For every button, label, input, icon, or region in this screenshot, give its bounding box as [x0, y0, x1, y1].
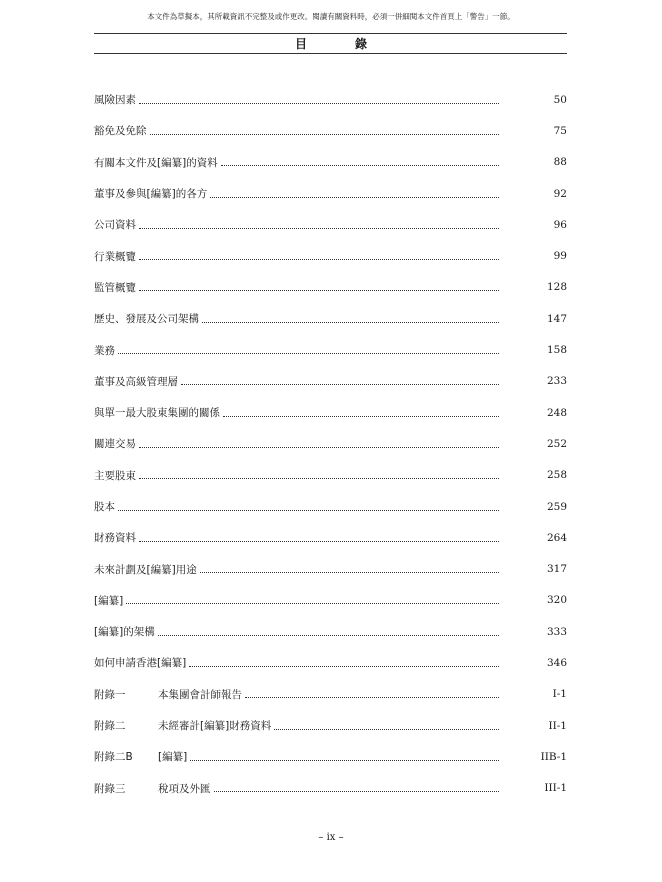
toc-entry[interactable]	[94, 616, 567, 647]
dot-leader	[202, 321, 499, 323]
toc-entry-title	[94, 405, 220, 420]
toc-entry-text: 稅項及外匯	[158, 782, 211, 795]
toc-entry-page-number: 75	[553, 124, 567, 137]
dot-leader	[139, 289, 499, 291]
toc-entry-page-number: 259	[546, 500, 567, 513]
dot-leader	[245, 696, 499, 698]
toc-entry[interactable]	[94, 115, 567, 146]
toc-entry-title	[94, 186, 207, 201]
toc-entry-title	[94, 249, 136, 264]
title-top-rule	[94, 33, 567, 34]
dot-leader	[210, 196, 499, 198]
toc-entry-text: 關連交易	[94, 438, 136, 451]
toc-entry-title	[94, 155, 218, 170]
dot-leader	[139, 477, 499, 479]
toc-entry-page-number: I-1	[552, 688, 567, 701]
toc-entry-title	[94, 781, 211, 796]
toc-entry-text: 董事及參與[編纂]的各方	[94, 188, 208, 201]
toc-entry-page-number: 346	[546, 656, 567, 669]
toc-entry-title	[94, 624, 155, 639]
toc-entry-title	[94, 217, 136, 232]
toc-entry[interactable]	[94, 303, 567, 334]
toc-entry-text: 未來計劃及[編纂]用途	[94, 563, 197, 576]
toc-entry[interactable]	[94, 272, 567, 303]
toc-entry[interactable]	[94, 773, 567, 804]
toc-entry[interactable]	[94, 710, 567, 741]
page-title: 目 錄	[294, 37, 385, 51]
toc-entry-text: 有關本文件及[編纂]的資料	[94, 156, 218, 169]
toc-entry-page-number: 264	[546, 531, 567, 544]
toc-entry[interactable]	[94, 491, 567, 522]
dot-leader	[118, 352, 499, 354]
toc-entry-page-number: 333	[546, 625, 567, 638]
toc-entry-title	[94, 280, 136, 295]
toc-entry-appendix-label: 附錄三	[94, 782, 126, 795]
toc-entry-page-number: 233	[546, 375, 567, 388]
toc-entry[interactable]	[94, 240, 567, 271]
dot-leader	[221, 164, 499, 166]
toc-entry[interactable]	[94, 84, 567, 115]
toc-entry-text: [編纂]	[158, 751, 188, 764]
toc-entry-page-number: 147	[546, 312, 567, 325]
toc-entry-text: 公司資料	[94, 219, 136, 232]
toc-entry-appendix-label: 附錄一	[94, 688, 126, 701]
toc-entry-title	[94, 530, 136, 545]
toc-entry-text: 風險因素	[94, 94, 136, 107]
toc-entry-page-number: 252	[546, 437, 567, 450]
dot-leader	[158, 634, 499, 636]
toc-entry[interactable]	[94, 397, 567, 428]
draft-warning-note: 本文件為草擬本，其所載資訊不完整及或作更改。閱讀有關資料時，必須一併細閱本文件首頁上「警告」一節。	[147, 12, 515, 21]
toc-entry[interactable]	[94, 366, 567, 397]
toc-entry[interactable]	[94, 460, 567, 491]
dot-leader	[274, 728, 499, 730]
dot-leader	[139, 446, 499, 448]
toc-entry-title	[94, 499, 115, 514]
toc-entry-title	[94, 687, 242, 702]
toc-entry-page-number: II-1	[548, 719, 567, 732]
toc-entry[interactable]	[94, 178, 567, 209]
toc-entry[interactable]	[94, 741, 567, 772]
toc-entry-title	[94, 311, 199, 326]
toc-entry-text: [編纂]的架構	[94, 626, 155, 639]
toc-entry-page-number: 88	[553, 156, 567, 169]
dot-leader	[181, 383, 499, 385]
toc-entry-text: 未經審計[編纂]財務資料	[158, 720, 272, 733]
toc-entry-page-number: 50	[553, 93, 567, 106]
toc-entry-title	[94, 749, 187, 764]
toc-entry-page-number: 96	[553, 218, 567, 231]
dot-leader	[139, 227, 499, 229]
toc-entry-page-number: 158	[546, 344, 567, 357]
toc-entry-text: [編纂]	[94, 594, 124, 607]
dot-leader	[200, 571, 499, 573]
dot-leader	[139, 258, 499, 260]
table-of-contents	[94, 84, 567, 804]
toc-entry-page-number: 258	[546, 469, 567, 482]
toc-entry-title	[94, 562, 197, 577]
dot-leader	[126, 602, 499, 604]
dot-leader	[214, 790, 500, 792]
toc-entry[interactable]	[94, 428, 567, 459]
toc-entry[interactable]	[94, 679, 567, 710]
toc-entry-text: 歷史、發展及公司架構	[94, 313, 199, 326]
toc-entry-text: 豁免及免除	[94, 125, 147, 138]
dot-leader	[118, 509, 499, 511]
title-bottom-rule	[94, 53, 567, 54]
dot-leader	[223, 415, 499, 417]
toc-entry-text: 主要股東	[94, 469, 136, 482]
toc-entry-text: 股本	[94, 501, 115, 513]
toc-entry-appendix-label: 附錄二	[94, 720, 126, 733]
dot-leader	[139, 540, 499, 542]
toc-entry-text: 本集團會計師報告	[158, 688, 242, 701]
toc-entry-text: 董事及高級管理層	[94, 375, 178, 388]
dot-leader	[190, 759, 499, 761]
toc-entry-page-number: 92	[553, 187, 567, 200]
toc-entry[interactable]	[94, 209, 567, 240]
toc-entry-page-number: 128	[546, 281, 567, 294]
toc-entry-page-number: 317	[546, 563, 567, 576]
toc-entry[interactable]	[94, 553, 567, 584]
toc-entry-appendix-label: 附錄二B	[94, 751, 133, 764]
toc-entry-title	[94, 593, 123, 608]
toc-entry-title	[94, 92, 136, 107]
toc-entry-text: 業務	[94, 344, 115, 357]
toc-entry-page-number: 320	[546, 594, 567, 607]
toc-entry-text: 行業概覽	[94, 250, 136, 263]
toc-entry-title	[94, 343, 115, 358]
toc-entry-title	[94, 718, 271, 733]
toc-entry[interactable]	[94, 522, 567, 553]
toc-entry-title	[94, 374, 178, 389]
toc-entry-title	[94, 468, 136, 483]
page-number-footer: – ix –	[318, 832, 344, 843]
toc-entry-text: 如何申請香港[編纂]	[94, 657, 187, 670]
toc-entry-title	[94, 655, 186, 670]
dot-leader	[189, 665, 499, 667]
dot-leader	[139, 102, 499, 104]
toc-entry-title	[94, 123, 147, 138]
toc-entry-page-number: III-1	[544, 782, 567, 795]
toc-entry-text: 與單一最大股東集團的關係	[94, 407, 220, 420]
toc-entry-page-number: 99	[553, 250, 567, 263]
toc-entry[interactable]	[94, 647, 567, 678]
toc-entry-page-number: 248	[546, 406, 567, 419]
toc-entry[interactable]	[94, 334, 567, 365]
toc-entry-title	[94, 436, 136, 451]
toc-entry[interactable]	[94, 147, 567, 178]
dot-leader	[150, 133, 500, 135]
toc-entry-page-number: IIB-1	[540, 750, 567, 763]
toc-entry-text: 財務資料	[94, 532, 136, 545]
toc-entry[interactable]	[94, 585, 567, 616]
toc-entry-text: 監管概覽	[94, 281, 136, 294]
